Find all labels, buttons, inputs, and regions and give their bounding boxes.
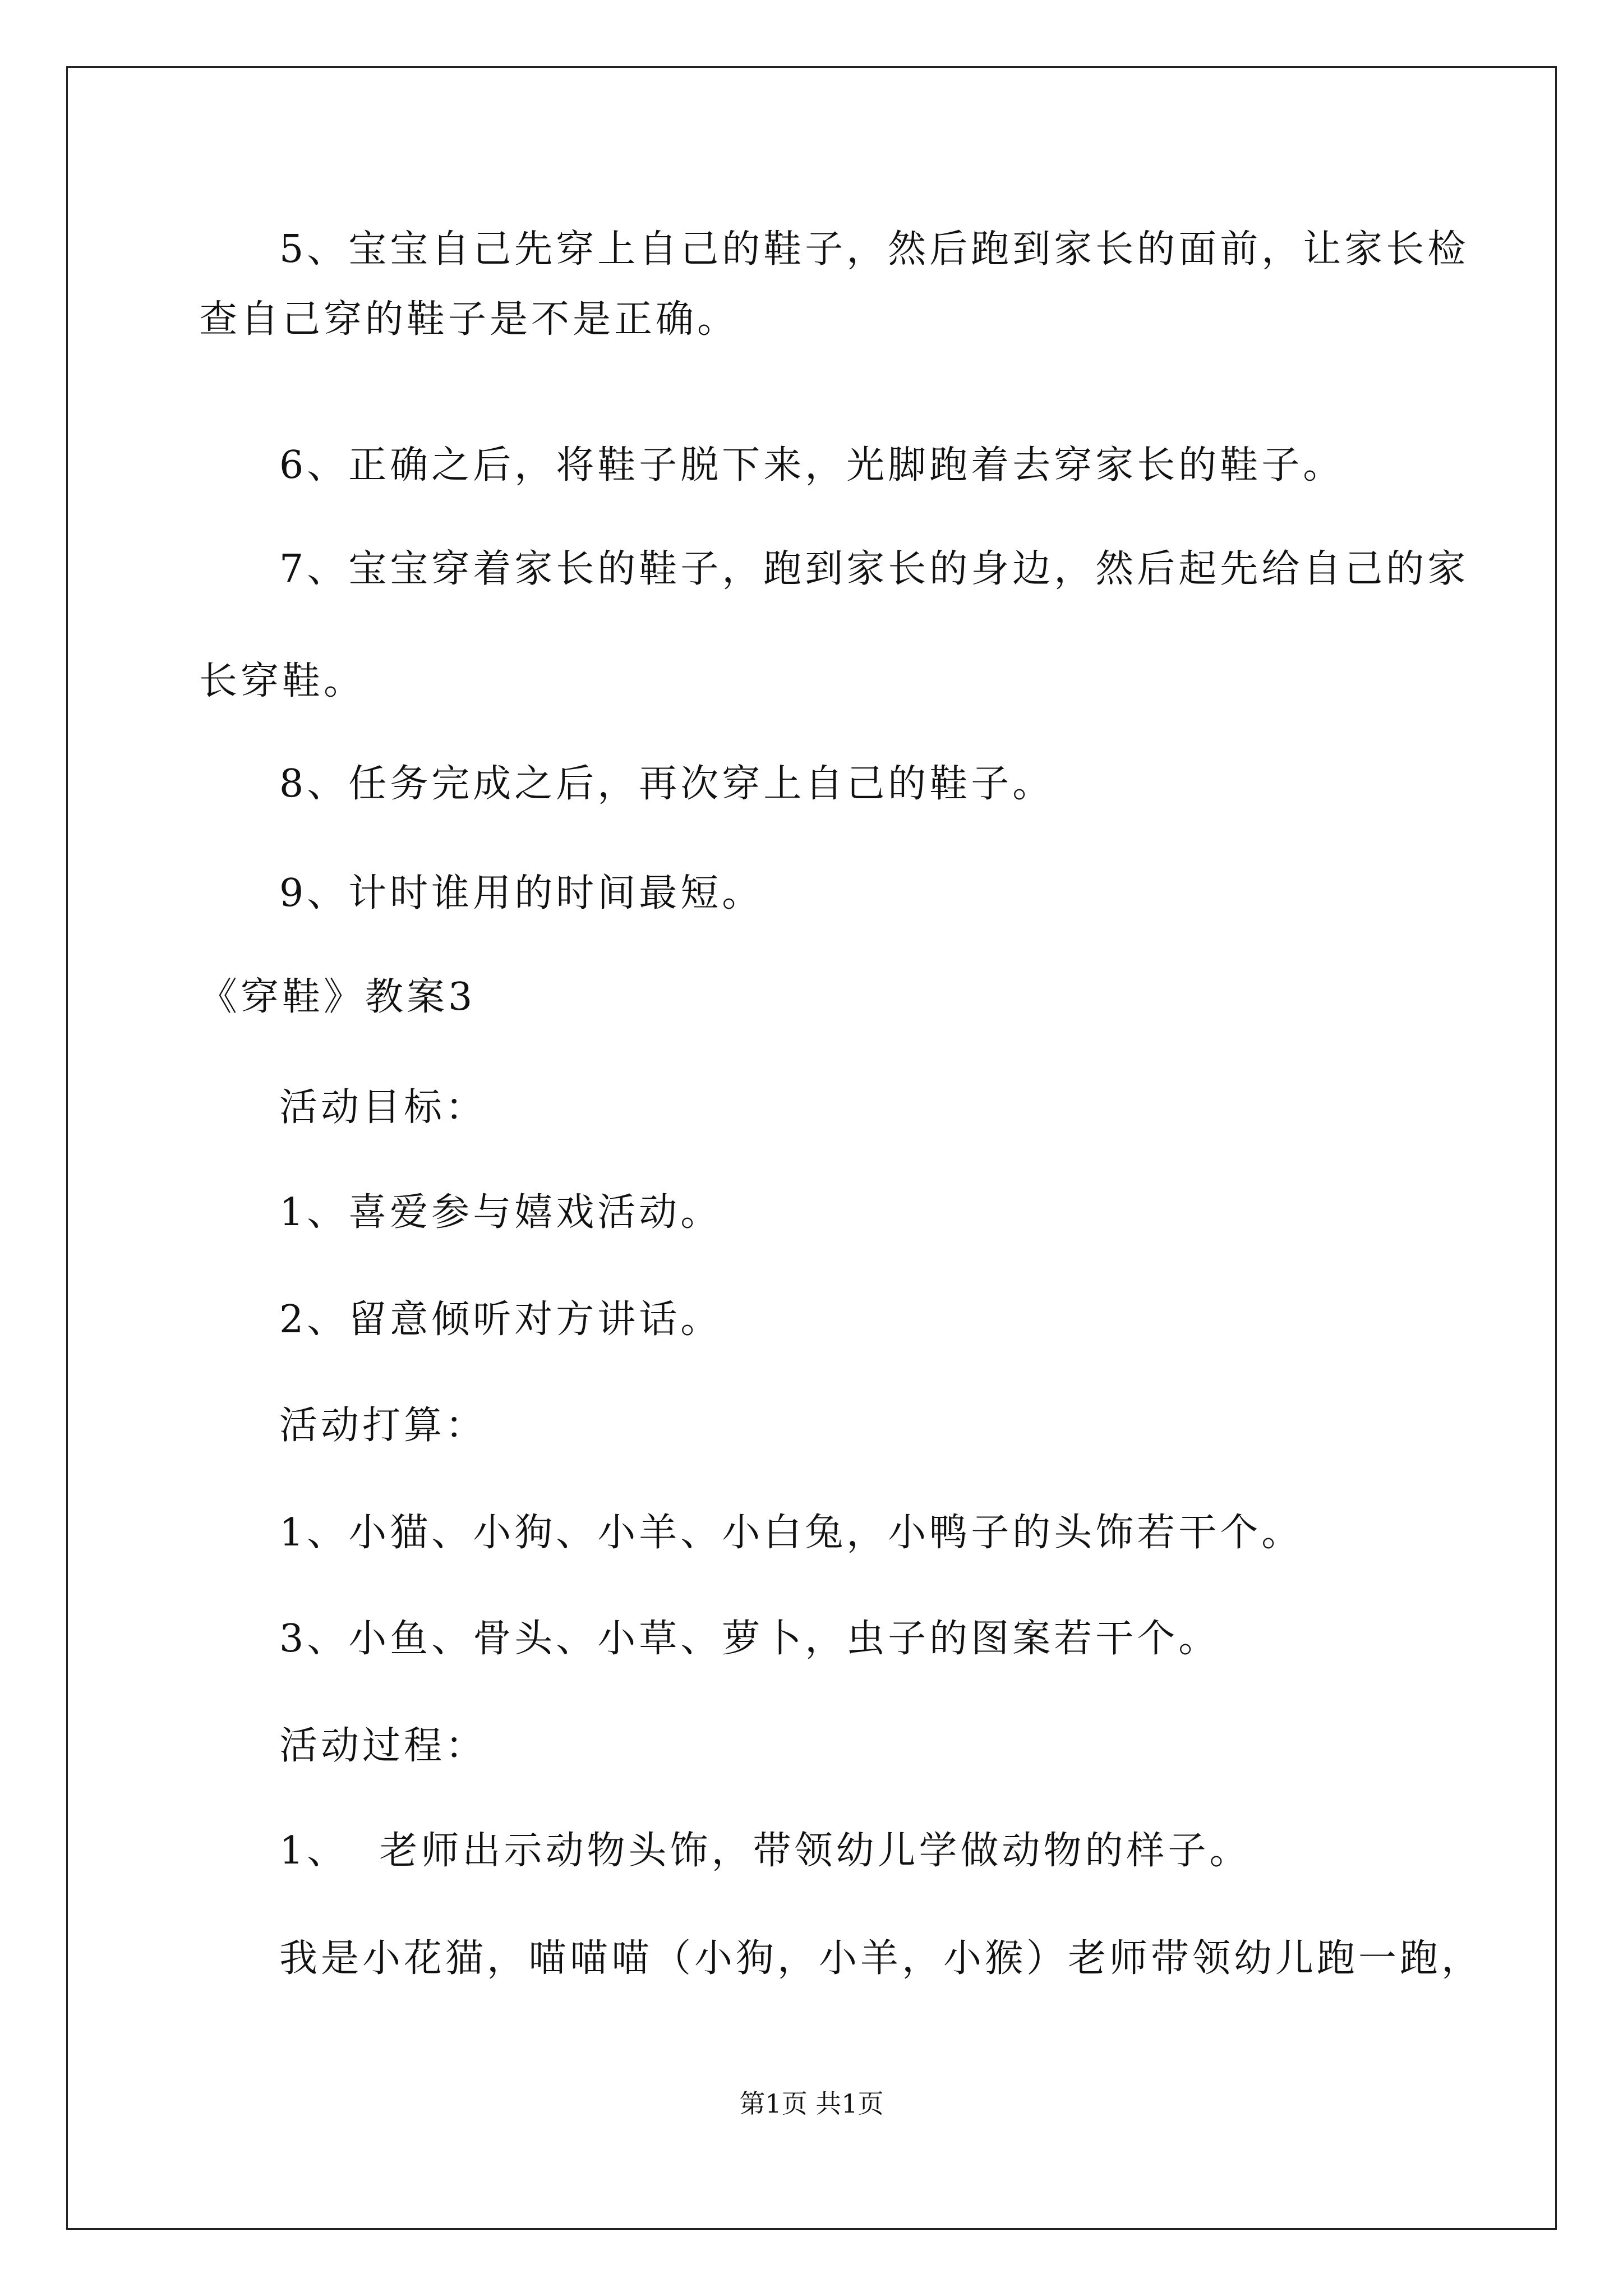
paragraph-line: 3、小鱼、骨头、小草、萝卜，虫子的图案若干个。 <box>279 1617 1220 1661</box>
paragraph-line: 1、 老师出示动物头饰，带领幼儿学做动物的样子。 <box>279 1829 1251 1873</box>
paragraph-line: 7、宝宝穿着家长的鞋子，跑到家长的身边，然后起先给自己的家 <box>279 547 1469 591</box>
paragraph-line: 活动过程： <box>279 1724 487 1768</box>
paragraph-line: 1、喜爱参与嬉戏活动。 <box>279 1190 722 1235</box>
paragraph-line: 5、宝宝自己先穿上自己的鞋子，然后跑到家长的面前，让家长检 <box>279 227 1469 272</box>
paragraph-line: 长穿鞋。 <box>199 659 366 703</box>
page-border <box>66 66 1557 2230</box>
section-heading: 《穿鞋》教案3 <box>199 975 476 1019</box>
paragraph-line: 9、计时谁用的时间最短。 <box>279 871 764 915</box>
paragraph-line: 1、小猫、小狗、小羊、小白兔，小鸭子的头饰若干个。 <box>279 1511 1303 1555</box>
paragraph-line: 8、任务完成之后，再次穿上自己的鞋子。 <box>279 762 1054 806</box>
paragraph-line: 我是小花猫，喵喵喵（小狗，小羊，小猴）老师带领幼儿跑一跑， <box>279 1936 1483 1981</box>
paragraph-line: 查自己穿的鞋子是不是正确。 <box>199 297 739 342</box>
paragraph-line: 活动打算： <box>279 1404 487 1448</box>
paragraph-line: 2、留意倾听对方讲话。 <box>279 1297 722 1342</box>
paragraph-line: 6、正确之后，将鞋子脱下来，光脚跑着去穿家长的鞋子。 <box>279 443 1345 487</box>
page-footer: 第1页 共1页 <box>739 2088 884 2119</box>
paragraph-line: 活动目标： <box>279 1085 487 1130</box>
